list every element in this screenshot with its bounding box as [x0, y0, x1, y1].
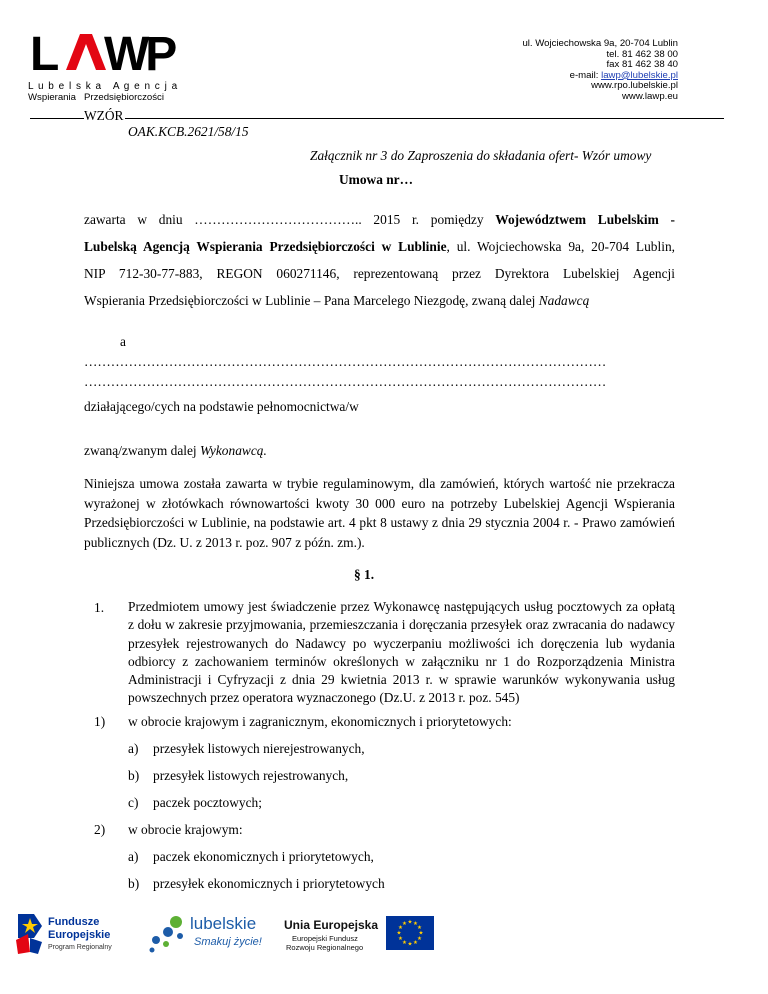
reference-number: OAK.KCB.2621/58/15 — [128, 124, 249, 139]
svg-text:★: ★ — [398, 925, 403, 931]
contact-www2: www.lawp.eu — [622, 90, 678, 102]
fe-star-icon — [14, 912, 46, 956]
intro-party-2: Lubelską Agencją Wspierania Przedsiębiorczości w Lublinie — [84, 239, 447, 254]
lubelskie-name: lubelskie — [190, 914, 257, 933]
dotted-line-1: ……………………………………………………………………………………………………… — [84, 354, 607, 369]
intro-line-4 — [84, 291, 675, 311]
sub1-c-text: paczek pocztowych; — [153, 795, 262, 810]
sub1-number: 1) — [94, 714, 106, 729]
lawp-logo-mark — [28, 30, 188, 76]
sub1-b-text: przesyłek listowych rejestrowanych, — [153, 768, 349, 783]
ue-line3: Rozwoju Regionalnego — [286, 943, 364, 952]
lubelskie-logo — [146, 912, 266, 956]
sub1-text: w obrocie krajowym i zagranicznym, ekonomicznych i priorytetowych: — [128, 714, 512, 729]
contact-tel: tel. 81 462 38 00 — [606, 48, 678, 60]
svg-text:★: ★ — [407, 919, 413, 926]
item1-number: 1. — [94, 600, 105, 615]
ue-line1: Unia Europejska — [284, 918, 379, 932]
item1-text: Przedmiotem umowy jest świadczenie przez Wykonawcę następujących usług pocztowych za opłatą z dołu w zakresie przyjmowania, przemieszczania i doręczania przesyłek oraz zwracania do nadawcy przesyłek rejestrowanych do Nadawcy po wyczerpaniu możliwości ich doręczenia lub wydania odbiorcy z zachowaniem terminów określonych w załączniku nr 1 do Rozporządzenia Ministra Administracji i Cyfryzacji z dnia 29 kwietnia 2013 r. w sprawie warunków wykonywania usług powszechnych przez operatora wyznaczonego (Dz.U. z 2013 r. poz. 545) — [128, 599, 675, 706]
logo-line1: L u b e l s k a A g e n c j a — [28, 81, 179, 92]
contract-title: Umowa nr… — [339, 172, 414, 187]
svg-text:★: ★ — [402, 921, 407, 927]
sub2-number: 2) — [94, 822, 106, 837]
eu-stars-icon — [386, 916, 434, 950]
contractor-text: zwaną/zwanym dalej — [84, 443, 200, 458]
fe-line3: Program Regionalny — [48, 944, 112, 951]
logo-line2: Wspierania Przedsiębiorczości — [28, 92, 164, 103]
sub1-a-letter: a) — [128, 741, 139, 756]
dotted-line-2: ……………………………………………………………………………………………………… — [84, 374, 607, 389]
svg-text:★: ★ — [396, 930, 402, 937]
lawp-logo — [28, 30, 188, 103]
sub2-text: w obrocie krajowym: — [128, 822, 243, 837]
contact-fax: fax 81 462 38 40 — [606, 59, 678, 71]
intro-line-1 — [84, 210, 675, 230]
intro-text-2: , ul. Wojciechowska 9a, 20-704 Lublin, — [446, 239, 675, 254]
contact-address: ul. Wojciechowska 9a, 20-704 Lublin — [522, 38, 678, 49]
intro-line-2 — [84, 237, 675, 257]
intro-text-4: Wspierania Przedsiębiorczości w Lublinie – Pana Marcelego Niezgodę, zwaną dalej — [84, 293, 539, 308]
svg-text:★: ★ — [417, 936, 422, 942]
sub2-a-text: paczek ekonomicznych i priorytetowych, — [153, 849, 374, 864]
conjunction-a: a — [120, 334, 126, 349]
section-heading: § 1. — [354, 567, 375, 582]
intro-party-1: Województwem Lubelskim - — [495, 212, 675, 227]
sub1-a-text: przesyłek listowych nierejestrowanych, — [153, 741, 365, 756]
contractor-line — [84, 441, 267, 461]
svg-text:★: ★ — [417, 925, 422, 931]
fe-line2: Europejskie — [48, 929, 111, 941]
contact-www1: www.rpo.lubelskie.pl — [591, 80, 678, 92]
svg-text:★: ★ — [413, 921, 418, 927]
sub1-b-letter: b) — [128, 768, 140, 783]
sub2-b-text: przesyłek ekonomicznych i priorytetowych — [153, 876, 385, 891]
header-divider — [30, 118, 724, 119]
sub2-a-letter: a) — [128, 849, 139, 864]
contact-email-label: e-mail: — [569, 69, 602, 81]
svg-text:WP: WP — [104, 30, 174, 76]
intro-text-1: zawarta w dniu ……………………………….. 2015 r. pomiędzy — [84, 212, 496, 227]
legal-basis-paragraph: Niniejsza umowa została zawarta w trybie regulaminowym, dla zamówień, których wartość nie przekracza wyrażonej w złotówkach równowartości kwoty 30 000 euro na potrzeby Lubelskiej Agencji Wspierania Przedsiębiorczości w Lublinie, na podstawie art. 4 pkt 8 ustawy z dnia 29 stycznia 2004 r. - Prawo zamówień publicznych (Dz. U. z 2013 r. poz. 907 z późn. zm.). — [84, 476, 675, 550]
intro-sender: Nadawcą — [538, 293, 590, 308]
sub2-b-letter: b) — [128, 876, 140, 891]
svg-text:★: ★ — [418, 930, 424, 937]
svg-text:★: ★ — [402, 940, 407, 946]
svg-text:★: ★ — [398, 936, 403, 942]
svg-text:★: ★ — [407, 941, 413, 948]
attachment-label: Załącznik nr 3 do Zaproszenia do składania ofert- Wzór umowy — [310, 148, 652, 163]
lubelskie-emblem-icon — [146, 912, 192, 956]
fe-line1: Fundusze — [48, 916, 100, 928]
lubelskie-slogan: Smakuj życie! — [194, 936, 262, 948]
intro-line-3: NIP 712-30-77-883, REGON 060271146, reprezentowaną przez Dyrektora Lubelskiej Agencji — [84, 266, 675, 281]
acting-line: działającego/cych na podstawie pełnomocnictwa/w — [84, 399, 359, 414]
contact-block — [522, 39, 678, 103]
fundusze-europejskie-logo — [14, 912, 134, 956]
eu-flag-icon — [386, 916, 434, 950]
ue-line2: Europejski Fundusz — [292, 934, 358, 943]
contractor-name: Wykonawcą. — [200, 443, 267, 458]
svg-text:L: L — [30, 30, 57, 76]
contact-email-link[interactable]: lawp@lubelskie.pl — [601, 69, 678, 81]
wzor-label: WZÓR — [84, 106, 125, 126]
sub1-c-letter: c) — [128, 795, 139, 810]
svg-text:★: ★ — [413, 940, 418, 946]
